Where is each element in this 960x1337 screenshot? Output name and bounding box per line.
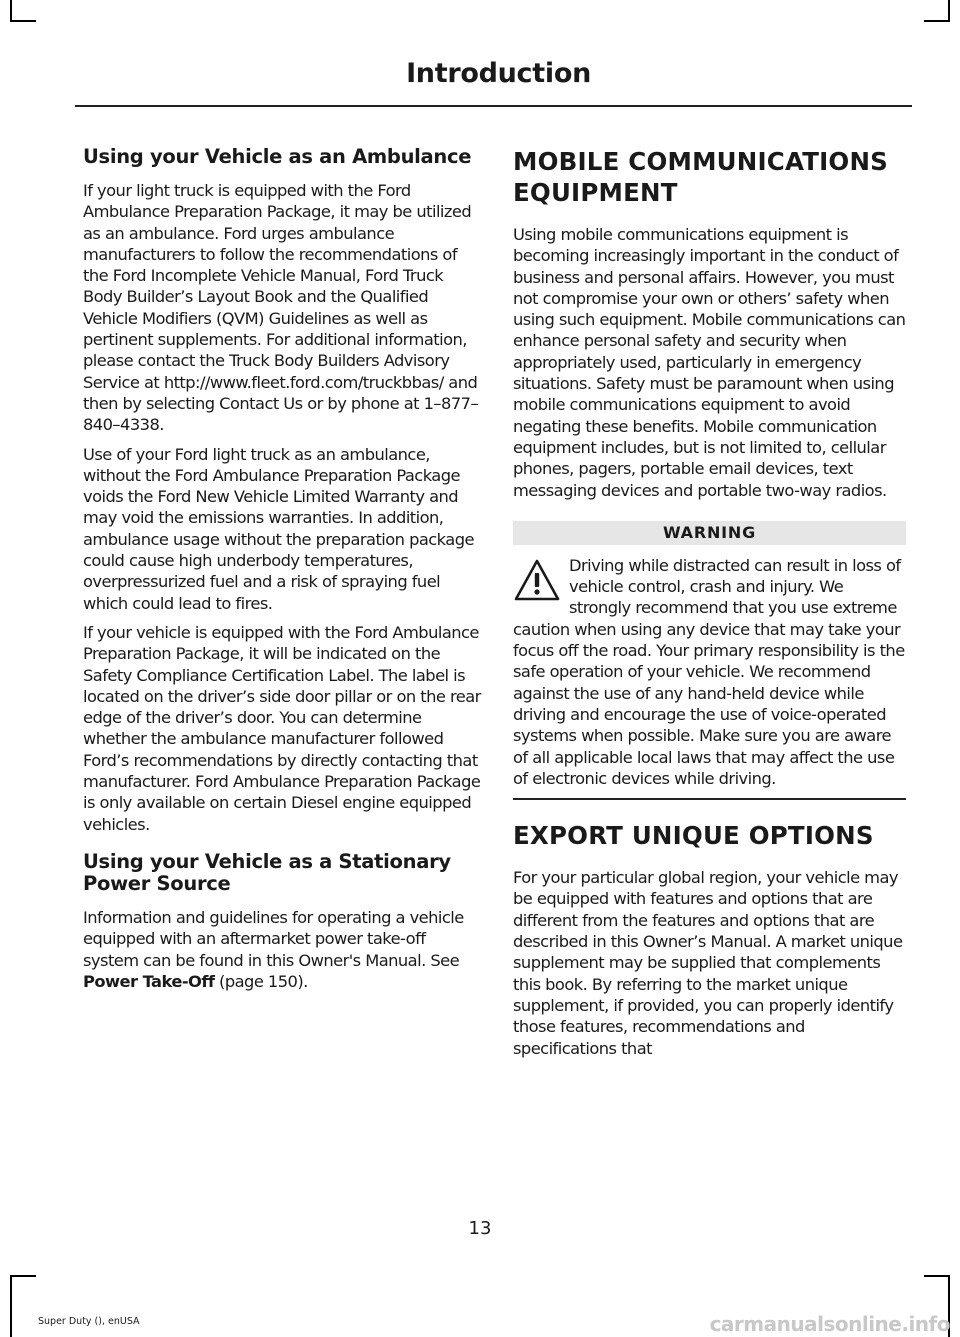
ambulance-heading: Using your Vehicle as an Ambulance	[83, 145, 472, 168]
crop-mark	[10, 1275, 12, 1337]
ambulance-paragraph-3: If your vehicle is equipped with the Ford Ambulance Preparation Package, it will be indicated on the Safety Compliance Certification Label. The label is located on the driver’s side door pillar or on the rear edge of the driver’s door. You can determine whether the ambulance manufacturer followed Ford’s recommendations by directly contacting that manufacturer. Ford Ambulance Preparation Package is only available on certain Diesel engine equipped vehicles.	[83, 622, 481, 834]
ambulance-paragraph-2: Use of your Ford light truck as an ambulance, without the Ford Ambulance Preparation Package voids the Ford New Vehicle Limited Warranty and may void the emissions warranties. In addition, ambulance usage without the preparation package could cause high underbody temperatures, overpressurized fuel and a risk of spraying fuel which could lead to fires.	[83, 444, 474, 613]
power-take-off-page: (page 150).	[214, 971, 308, 991]
mobile-heading-line-1: MOBILE COMMUNICATIONS	[513, 147, 889, 176]
power-source-paragraph	[83, 907, 483, 992]
crop-mark	[924, 1275, 950, 1277]
power-take-off-link[interactable]: Power Take-Off	[83, 971, 215, 991]
page-number: 13	[468, 1218, 492, 1239]
crop-mark	[10, 0, 12, 22]
warning-text: Driving while distracted can result in loss of vehicle control, crash and injury. We strongly recommend that you use extreme caution when using any device that may take your focus off the road. Your primary responsibility is the safe operation of your vehicle. We recommend against the use of any hand-held device while driving and encourage the use of voice-operated systems when possible. Make sure you are aware of all applicable local laws that may affect the use of electronic devices while driving.	[513, 555, 905, 788]
crop-mark	[10, 1275, 36, 1277]
export-options-heading: EXPORT UNIQUE OPTIONS	[513, 821, 874, 851]
power-source-text: Information and guidelines for operating a vehicle equipped with an aftermarket power take-off system can be found in this Owner's Manual. See	[83, 907, 464, 970]
warning-box	[513, 555, 906, 789]
header-divider	[75, 105, 912, 107]
mobile-paragraph: Using mobile communications equipment is becoming increasingly important in the conduct of business and personal affairs. However, you must not compromise your own or others’ safety when using such equipment. Mobile communications can enhance personal safety and security when appropriately used, particularly in emergency situations. Safety must be paramount when using mobile communications equipment to avoid negating these benefits. Mobile communication equipment includes, but is not limited to, cellular phones, pagers, portable email devices, text messaging devices and portable two-way radios.	[513, 225, 906, 500]
warning-divider	[513, 798, 906, 800]
ambulance-paragraph-1: If your light truck is equipped with the Ford Ambulance Preparation Package, it may be utilized as an ambulance. Ford urges ambulance manufacturers to follow the recommendations of the Ford Incomplete Vehicle Manual, Ford Truck Body Builder’s Layout Book and the Qualified Vehicle Modifiers (QVM) Guidelines as well as pertinent supplements. For additional information, please contact the Truck Body Builders Advisory Service at http://www.fleet.ford.com/truckbbas/ and then by selecting Contact Us or by phone at 1–877–840–4338.	[83, 181, 479, 435]
right-column	[513, 146, 906, 1067]
mobile-heading-line-2: EQUIPMENT	[513, 178, 678, 207]
crop-mark	[924, 20, 950, 22]
left-column	[83, 146, 483, 1000]
watermark: carmanualsonline.info	[709, 1312, 950, 1336]
power-source-heading: Using your Vehicle as a Stationary Power Source	[83, 849, 451, 895]
crop-mark	[948, 0, 950, 22]
mobile-communications-heading	[513, 146, 906, 208]
warning-label: WARNING	[513, 521, 906, 545]
edition-label: Super Duty (), enUSA	[38, 1316, 140, 1327]
export-paragraph: For your particular global region, your vehicle may be equipped with features and options that are different from the features and options that are described in this Owner’s Manual. A market unique supplement may be supplied that complements this book. By referring to the market unique supplement, if provided, you can properly identify those features, recommendations and specifications that	[513, 868, 903, 1058]
warning-triangle-icon	[513, 557, 561, 605]
page-title: Introduction	[406, 58, 591, 89]
crop-mark	[10, 20, 36, 22]
